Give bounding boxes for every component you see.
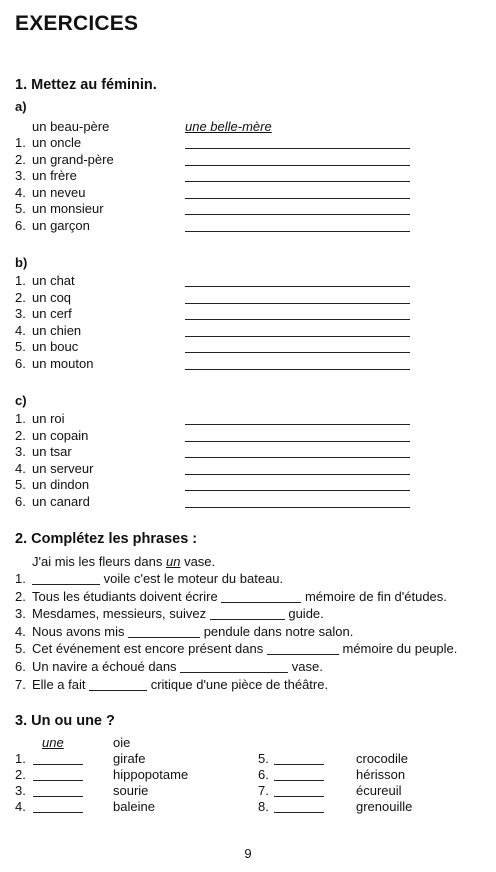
sentence xyxy=(15,606,324,621)
example-answer: une belle-mère xyxy=(185,119,272,134)
item-text: un tsar xyxy=(32,444,72,459)
page-title: EXERCICES xyxy=(15,12,139,35)
sentence-end: mémoire de fin d'études. xyxy=(301,588,447,604)
item-number: 3. xyxy=(15,306,26,321)
list-item xyxy=(15,306,72,321)
answer-blank[interactable] xyxy=(185,336,410,337)
sentence-end: pendule dans notre salon. xyxy=(200,623,354,639)
list-item xyxy=(15,290,71,305)
item-text: un canard xyxy=(32,493,90,509)
answer-blank[interactable] xyxy=(210,607,285,620)
item-number: 4. xyxy=(15,322,26,338)
answer-blank[interactable] xyxy=(274,796,324,797)
exercise-2-example xyxy=(32,554,215,569)
item-text: un frère xyxy=(32,168,77,183)
exercise-1-heading: 1. Mettez au féminin. xyxy=(15,77,157,93)
item-number: 6. xyxy=(15,493,26,509)
sentence-end: vase. xyxy=(288,659,323,674)
answer-blank[interactable] xyxy=(274,764,324,765)
sentence-start: Tous les étudiants doivent écrire xyxy=(32,588,222,604)
answer-blank[interactable] xyxy=(274,780,324,781)
sentence-number: 2. xyxy=(15,588,26,604)
answer-blank[interactable] xyxy=(221,590,301,603)
item-text: un neveu xyxy=(32,184,86,200)
sentence-start: Nous avons mis xyxy=(32,623,129,639)
sentence-start: Mesdames, messieurs, suivez xyxy=(32,606,210,622)
list-item xyxy=(15,135,81,150)
list-item xyxy=(15,461,93,476)
item-number: 2. xyxy=(15,767,26,782)
page-number: 9 xyxy=(244,846,252,861)
answer-blank[interactable] xyxy=(185,319,410,320)
answer-blank[interactable] xyxy=(185,490,410,491)
item-text: un monsieur xyxy=(32,201,104,216)
item-text: un grand-père xyxy=(32,151,114,167)
answer-blank[interactable] xyxy=(185,474,410,475)
item-number: 1. xyxy=(15,411,26,426)
item-number: 5. xyxy=(15,339,26,354)
sentence xyxy=(15,589,447,604)
list-item xyxy=(15,428,88,443)
sentence-number: 5. xyxy=(15,641,26,657)
sentence xyxy=(15,624,353,639)
answer-blank[interactable] xyxy=(185,148,410,149)
ex3-example-answer: une xyxy=(42,735,64,750)
ex3-example-word: oie xyxy=(113,735,131,750)
item-number: 6. xyxy=(15,217,26,233)
part-b-label: b) xyxy=(15,255,28,270)
answer-blank[interactable] xyxy=(185,369,410,370)
list-item xyxy=(15,152,114,167)
answer-blank[interactable] xyxy=(185,181,410,182)
answer-blank[interactable] xyxy=(185,441,410,442)
list-item xyxy=(15,356,93,371)
item-text: un cerf xyxy=(32,306,72,321)
answer-blank[interactable] xyxy=(33,796,83,797)
item-number: 4. xyxy=(15,460,26,476)
answer-blank[interactable] xyxy=(185,352,410,353)
sentence-end: critique d'une pièce de théâtre. xyxy=(147,676,329,692)
answer-blank[interactable] xyxy=(128,625,200,638)
item-number: 5. xyxy=(15,477,26,492)
item-number: 8. xyxy=(258,799,269,814)
exercise-2-heading: 2. Complétez les phrases : xyxy=(15,531,198,547)
item-number: 1. xyxy=(15,751,26,766)
sentence-start: Elle a fait xyxy=(32,676,90,692)
sentence-end: guide. xyxy=(284,606,324,622)
exercise-3-heading: 3. Un ou une ? xyxy=(15,713,115,729)
item-word: crocodile xyxy=(356,751,409,766)
item-number: 2. xyxy=(15,427,26,443)
list-item xyxy=(15,273,75,288)
item-number: 3. xyxy=(15,444,26,459)
item-number: 3. xyxy=(15,168,26,183)
answer-blank[interactable] xyxy=(185,457,410,458)
item-text: un coq xyxy=(32,289,72,305)
item-number: 5. xyxy=(15,201,26,216)
list-item xyxy=(15,494,90,509)
example-after: vase. xyxy=(180,554,216,569)
answer-blank[interactable] xyxy=(32,572,100,585)
item-text: un mouton xyxy=(32,355,94,371)
answer-blank[interactable] xyxy=(185,231,410,232)
answer-blank[interactable] xyxy=(33,764,83,765)
part-c-label: c) xyxy=(15,393,27,408)
item-word: girafe xyxy=(113,751,146,766)
item-text: un dindon xyxy=(32,477,90,492)
item-text: un oncle xyxy=(32,135,82,150)
sentence xyxy=(15,571,283,586)
answer-blank[interactable] xyxy=(185,214,410,215)
answer-blank[interactable] xyxy=(185,165,410,166)
answer-blank[interactable] xyxy=(180,660,288,673)
item-number: 2. xyxy=(15,289,26,305)
item-word: hippopotame xyxy=(113,767,189,782)
list-item xyxy=(15,323,81,338)
example-before: J'ai mis les fleurs dans xyxy=(32,554,166,569)
item-number: 6. xyxy=(15,355,26,371)
answer-blank[interactable] xyxy=(185,424,410,425)
answer-blank[interactable] xyxy=(185,507,410,508)
answer-blank[interactable] xyxy=(185,303,410,304)
answer-blank[interactable] xyxy=(185,286,410,287)
list-item xyxy=(15,339,78,354)
item-number: 2. xyxy=(15,151,26,167)
sentence-number: 6. xyxy=(15,659,26,674)
item-number: 4. xyxy=(15,799,26,814)
list-item xyxy=(15,168,77,183)
item-word: sourie xyxy=(113,783,149,798)
item-word: écureuil xyxy=(356,783,402,798)
item-text: un garçon xyxy=(32,217,90,233)
sentence xyxy=(15,677,328,692)
answer-blank[interactable] xyxy=(267,642,339,655)
sentence-number: 3. xyxy=(15,606,26,622)
sentence-number: 1. xyxy=(15,571,26,586)
item-text: un copain xyxy=(32,427,89,443)
list-item xyxy=(15,201,104,216)
answer-blank[interactable] xyxy=(89,678,147,691)
sentence-end: voile c'est le moteur du bateau. xyxy=(100,571,284,586)
item-word: grenouille xyxy=(356,799,413,814)
sentence-start: Un navire a échoué dans xyxy=(32,659,181,674)
item-word: hérisson xyxy=(356,767,406,782)
list-item xyxy=(15,411,65,426)
example-answer: un xyxy=(165,554,181,569)
answer-blank[interactable] xyxy=(33,780,83,781)
list-item xyxy=(15,477,89,492)
sentence-end: mémoire du peuple. xyxy=(338,641,458,657)
item-word: baleine xyxy=(113,799,155,814)
sentence-number: 7. xyxy=(15,676,26,692)
item-number: 4. xyxy=(15,184,26,200)
answer-blank[interactable] xyxy=(185,198,410,199)
item-number: 7. xyxy=(258,783,269,798)
list-item xyxy=(15,185,86,200)
sentence-number: 4. xyxy=(15,623,26,639)
answer-blank[interactable] xyxy=(33,812,83,813)
item-text: un chat xyxy=(32,273,75,288)
item-text: un chien xyxy=(32,322,82,338)
sentence-start: Cet événement est encore présent dans xyxy=(32,641,267,657)
item-number: 3. xyxy=(15,783,26,798)
list-item xyxy=(15,218,90,233)
part-a-label: a) xyxy=(15,99,27,114)
sentence xyxy=(15,659,323,674)
item-text: un bouc xyxy=(32,339,79,354)
item-number: 1. xyxy=(15,135,26,150)
item-number: 6. xyxy=(258,767,269,782)
item-number: 1. xyxy=(15,273,26,288)
item-text: un roi xyxy=(32,411,65,426)
item-number: 5. xyxy=(258,751,269,766)
list-item xyxy=(15,444,72,459)
item-text: un serveur xyxy=(32,460,94,476)
sentence xyxy=(15,641,457,656)
answer-blank[interactable] xyxy=(274,812,324,813)
example-word: un beau-père xyxy=(32,119,110,134)
